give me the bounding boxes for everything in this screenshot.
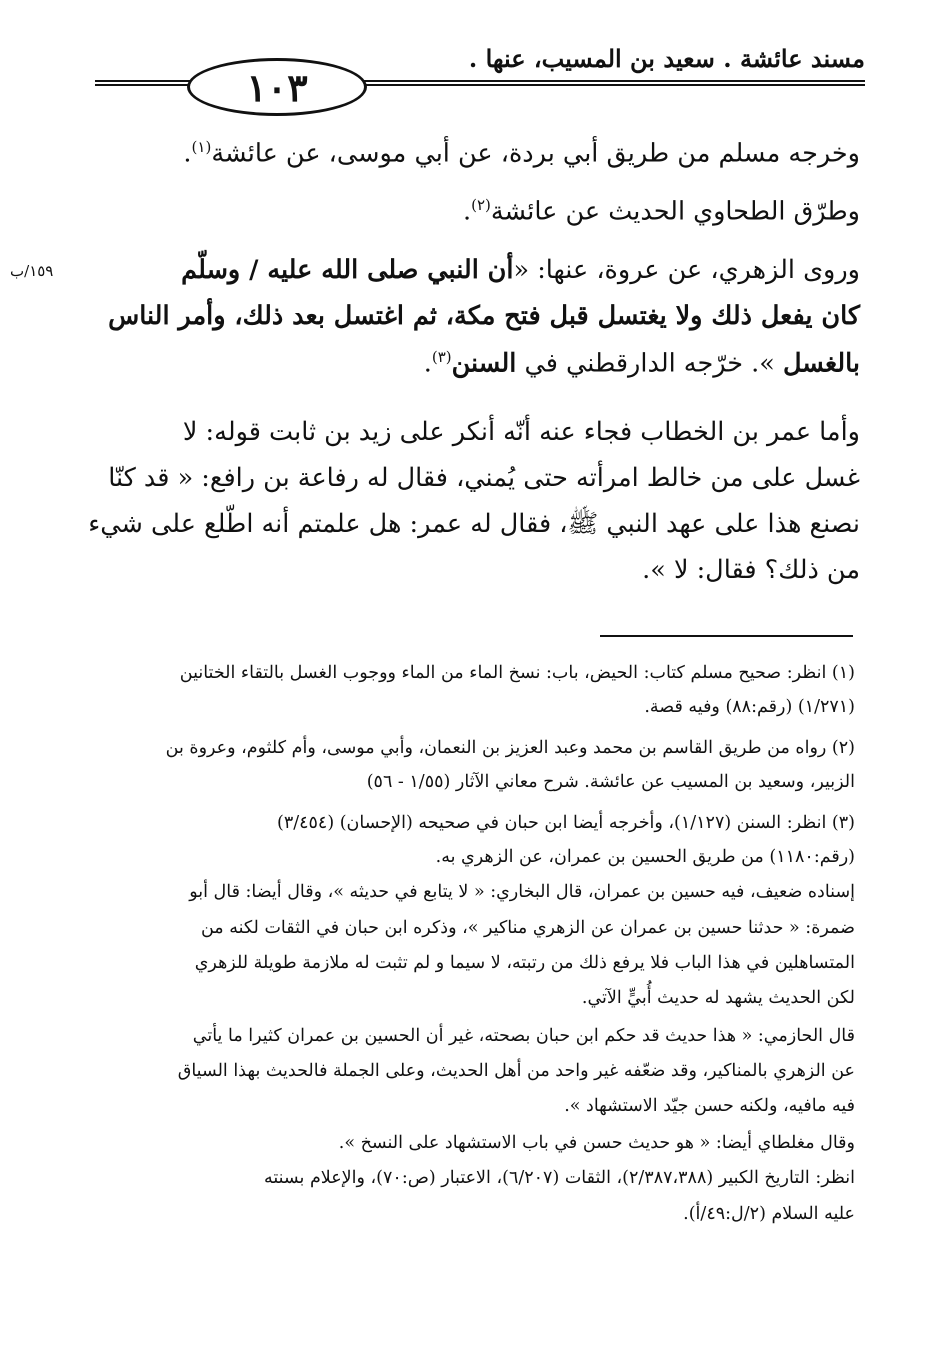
footnote-line: ضمرة: « حدثنا حسين بن عمران عن الزهري مناكير »، وذكره ابن حبان في الثقات لكنه من [200, 918, 855, 938]
footnote-line: قال الحازمي: « هذا حديث قد حكم ابن حبان بصحته، غير أن الحسين بن عمران كثيرا ما يأتي [192, 1026, 855, 1046]
main-line: من ذلك؟ فقال: لا ». [642, 555, 860, 585]
footnote-ref-2: (٢) [471, 196, 491, 214]
footnote-1 [95, 665, 855, 733]
main-line: غسل على من خالط امرأته حتى يُمني، فقال له رفاعة بن رافع: « قد كنّا [108, 463, 860, 493]
footnote-line: لكن الحديث يشهد له حديث أُبيٍّ الآتي. [581, 988, 855, 1008]
footnote-line: (رقم:١١٨٠) من طريق الحسين بن عمران، عن الزهري به. [435, 847, 855, 867]
footnote-line: الزبير، وسعيد بن المسيب عن عائشة. شرح معاني الآثار (١/٥٥ - ٥٦) [366, 772, 855, 792]
page-number: ١٠٣ [187, 58, 367, 116]
footnote-ref-3: (٣) [431, 348, 452, 366]
footnote-line: فيه مافيه، ولكنه حسن جيّد الاستشهاد ». [564, 1096, 855, 1116]
footnote-line: عن الزهري بالمناكير، وقد ضعّفه غير واحد من أهل الحديث، وعلى الجملة فالحديث بهذا السياق [177, 1061, 855, 1081]
footnote-line: (٣) انظر: السنن (١/١٢٧)، وأخرجه أيضا ابن حبان في صحيحه (الإحسان) (٣/٤٥٤) [276, 813, 855, 833]
page-header [95, 40, 865, 118]
main-line: وطرّق الطحاوي الحديث عن عائشة$^{(٢)}$. [462, 196, 860, 227]
main-line: بالغسل ». خرّجه الدارقطني في السنن$^{(٣)}$. [423, 348, 860, 379]
footnote-2 [95, 740, 855, 808]
footnote-line: (١) انظر: صحيح مسلم كتاب: الحيض، باب: نسخ الماء من الماء ووجوب الغسل بالتقاء الختانين [179, 663, 855, 683]
main-line: نصنع هذا على عهد النبي ﷺ، فقال له عمر: هل علمتم أنه اطّلع على شيء [88, 509, 860, 539]
footnote-line: انظر: التاريخ الكبير (٢/٣٨٧،٣٨٨)، الثقات (٦/٢٠٧)، الاعتبار (ص:٧٠)، والإعلام بسنته [263, 1168, 855, 1188]
main-line: وأما عمر بن الخطاب فجاء عنه أنّه أنكر على زيد بن ثابت قوله: لا [182, 417, 860, 447]
paragraph-2 [95, 198, 860, 225]
footnote-ref-1: (١) [191, 138, 212, 156]
footnote-line: (١/٢٧١) (رقم:٨٨) وفيه قصة. [644, 697, 855, 717]
footnote-line: عليه السلام (٢/ل:٤٩/أ). [683, 1204, 855, 1224]
main-line: وخرجه مسلم من طريق أبي بردة، عن أبي موسى، عن عائشة$^{(١)}$. [183, 138, 860, 169]
paragraph-4 [88, 417, 860, 604]
footnote-line: (٢) رواه من طريق القاسم بن محمد وعبد العزيز بن النعمان، وأبي موسى، وأم كلثوم، وعروة بن [165, 738, 855, 758]
footnote-separator [600, 635, 853, 637]
footnote-line: وقال مغلطاي أيضا: « هو حديث حسن في باب الاستشهاد على النسخ ». [338, 1133, 855, 1153]
paragraph-1 [95, 140, 860, 167]
main-line: وروى الزهري، عن عروة، عنها: «أن النبي صلى الله عليه / وسلّم [181, 255, 860, 285]
footnote-line: إسناده ضعيف، فيه حسين بن عمران، قال البخاري: « لا يتابع في حديثه »، وقال أيضا: قال أبو [189, 882, 855, 902]
paragraph-3 [95, 255, 860, 396]
footnote-line: المتساهلين في هذا الباب فلا يرفع ذلك من رتبته، لا سيما و لم تثبت له ملازمة طويلة للزهري [194, 953, 855, 973]
footnote-3 [95, 815, 855, 1240]
running-title: مسند عائشة . سعيد بن المسيب، عنها . [468, 44, 865, 73]
margin-folio-note: ١٥٩/ب [10, 262, 54, 280]
main-line: كان يفعل ذلك ولا يغتسل قبل فتح مكة، ثم اغتسل بعد ذلك، وأمر الناس [108, 301, 860, 331]
